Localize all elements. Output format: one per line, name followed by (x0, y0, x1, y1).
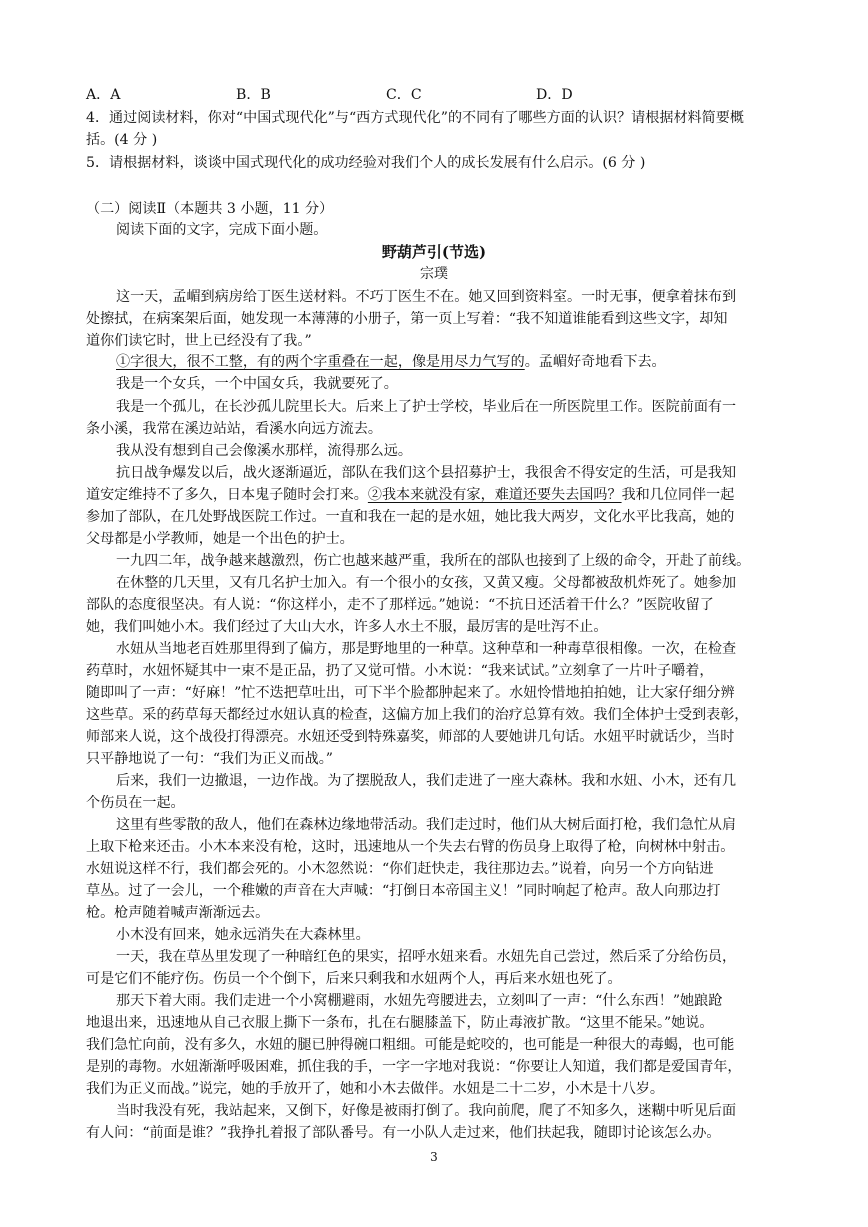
passage-title: 野葫芦引(节选) (381, 243, 487, 261)
paragraph-line: 部队的态度很坚决。有人说：“你这样小，走不了那样远。”她说：“不抗日还活着干什么？”医院收留了 (86, 597, 714, 613)
passage-author: 宗璞 (420, 266, 448, 282)
paragraph-line: 在休整的几天里，又有几名护士加入。有一个很小的女孩，又黄又瘦。父母都被敌机炸死了。她参加 (116, 575, 737, 591)
paragraph-line: 水妞从当地老百姓那里得到了偏方，那是野地里的一种草。这种草和一种毒草很相像。一次，在检查 (116, 641, 737, 657)
paragraph-line: 道你们读它时，世上已经没有了我。” (86, 333, 312, 349)
section-header: （二）阅读Ⅱ（本题共 3 小题，11 分） (86, 201, 334, 217)
paragraph-line: 水妞说这样不行，我们都会死的。小木忽然说：“你们赶快走，我往那边去。”说着，向另一个方向钻进 (86, 861, 714, 877)
paragraph-text: 。孟嵋好奇地看下去。 (524, 354, 666, 370)
paragraph-line (116, 352, 666, 372)
option-b: B．B (236, 87, 271, 103)
paragraph-line: 草丛。过了一会儿，一个稚嫩的声音在大声喊：“打倒日本帝国主义！”同时响起了枪声。敌人向那边打 (86, 883, 721, 899)
paragraph-line: 是别的毒物。水妞渐渐呼吸困难，抓住我的手，一字一字地对我说：“你要让人知道，我们都是爱国青年， (86, 1059, 742, 1075)
paragraph-line (86, 485, 734, 505)
paragraph-line: 这些草。采的药草每天都经过水妞认真的检查，这偏方加上我们的治疗总算有效。我们全体护士受到表彰， (86, 707, 749, 723)
question-4-line-1: 4．通过阅读材料，你对“中国式现代化”与“西方式现代化”的不同有了哪些方面的认识？请根据材料简要概 (86, 110, 744, 126)
paragraph-line: 我们为正义而战。”说完，她的手放开了，她和小木去做伴。水妞是二十二岁，小木是十八岁。 (86, 1081, 664, 1097)
paragraph-line: 父母都是小学教师，她是一个出色的护士。 (86, 531, 354, 547)
question-4-line-2: 括。(4 分 ) (86, 132, 158, 148)
paragraph-line: 地退出来，迅速地从自己衣服上撕下一条布，扎在右腿膝盖下，防止毒液扩散。“这里不能呆。”她说。 (86, 1015, 714, 1031)
paragraph-line: 师部来人说，这个战役打得漂亮。水妞还受到特殊嘉奖，师部的人要她讲几句话。水妞平时就话少，当时 (86, 729, 735, 745)
underlined-sentence-1: ①字很大，很不工整，有的两个字重叠在一起，像是用尽力气写的 (116, 354, 525, 370)
paragraph-line: 一九四二年，战争越来越激烈，伤亡也越来越严重，我所在的部队也接到了上级的命令，开赴了前线。 (116, 553, 751, 569)
paragraph-line: 处擦拭，在病案架后面，她发现一本薄薄的小册子，第一页上写着：“我不知道谁能看到这些文字，却知 (86, 311, 728, 327)
paragraph-line: 那天下着大雨。我们走进一个小窝棚避雨，水妞先弯腰进去，立刻叫了一声：“什么东西！”她踉跄 (116, 993, 723, 1009)
underlined-sentence-2: ②我本来就没有家，难道还要失去国吗？ (367, 487, 622, 503)
option-c: C．C (386, 87, 422, 103)
paragraph-line: 个伤员在一起。 (86, 795, 185, 811)
paragraph-line: 条小溪，我常在溪边站站，看溪水向远方流去。 (86, 421, 382, 437)
paragraph-line: 这一天，孟嵋到病房给丁医生送材料。不巧丁医生不在。她又回到资料室。一时无事，便拿着抹布到 (116, 289, 737, 305)
question-5: 5．请根据材料，谈谈中国式现代化的成功经验对我们个人的成长发展有什么启示。(6 分 ) (86, 155, 646, 171)
paragraph-line: 她，我们叫她小木。我们经过了大山大水，许多人水土不服，最厉害的是吐泻不止。 (86, 619, 608, 635)
paragraph-line: 药草时，水妞怀疑其中一束不是正品，扔了又觉可惜。小木说：“我来试试。”立刻拿了一片叶子嚼着， (86, 663, 714, 679)
section-instruction: 阅读下面的文字，完成下面小题。 (116, 222, 328, 238)
option-a: A．A (86, 87, 121, 103)
paragraph-line: 小木没有回来，她永远消失在大森林里。 (116, 927, 370, 943)
paragraph-line: 只平静地说了一句：“我们为正义而战。” (86, 751, 333, 767)
paragraph-line: 后来，我们一边撤退，一边作战。为了摆脱敌人，我们走进了一座大森林。我和水妞、小木，还有几 (116, 773, 737, 789)
paragraph-line: 这里有些零散的敌人，他们在森林边缘地带活动。我们走过时，他们从大树后面打枪，我们急忙从肩 (116, 817, 737, 833)
paragraph-line: 有人问：“前面是谁？”我挣扎着报了部队番号。有一小队人走过来，他们扶起我，随即讨论该怎么办。 (86, 1125, 721, 1141)
page-number: 3 (430, 1150, 438, 1164)
paragraph-line: 参加了部队，在几处野战医院工作过。一直和我在一起的是水妞，她比我大两岁，文化水平比我高，她的 (86, 509, 735, 525)
paragraph-line: 一天，我在草丛里发现了一种暗红色的果实，招呼水妞来看。水妞先自己尝过，然后采了分给伤员， (116, 949, 737, 965)
paragraph-line: 我们急忙向前，没有多久，水妞的腿已肿得碗口粗细。可能是蛇咬的，也可能是一种很大的毒蝎，也可能 (86, 1037, 735, 1053)
paragraph-line: 我是一个女兵，一个中国女兵，我就要死了。 (116, 376, 398, 392)
paragraph-text: 我和几位同伴一起 (621, 487, 735, 503)
paragraph-line: 我是一个孤儿，在长沙孤儿院里长大。后来上了护士学校，毕业后在一所医院里工作。医院前面有一 (116, 399, 737, 415)
paragraph-text: 道安定维持不了多久，日本鬼子随时会打来。 (86, 487, 368, 503)
option-d: D．D (536, 87, 573, 103)
paragraph-line: 当时我没有死，我站起来，又倒下，好像是被雨打倒了。我向前爬，爬了不知多久，迷糊中听见后面 (116, 1103, 737, 1119)
paragraph-line: 上取下枪来还击。小木本来没有枪，这时，迅速地从一个失去右臂的伤员身上取得了枪，向树林中射击。 (86, 839, 735, 855)
paragraph-line: 可是它们不能疗伤。伤员一个个倒下，后来只剩我和水妞两个人，再后来水妞也死了。 (86, 971, 622, 987)
paragraph-line: 我从没有想到自己会像溪水那样，流得那么远。 (116, 443, 412, 459)
paragraph-line: 随即叫了一声：“好麻！”忙不迭把草吐出，可下半个脸都肿起来了。水妞怜惜地拍拍她，让大家仔细分辨 (86, 685, 735, 701)
paragraph-line: 枪。枪声随着喊声渐渐远去。 (86, 905, 270, 921)
paragraph-line: 抗日战争爆发以后，战火逐渐逼近，部队在我们这个县招募护士，我很舍不得安定的生活，可是我知 (116, 465, 737, 481)
